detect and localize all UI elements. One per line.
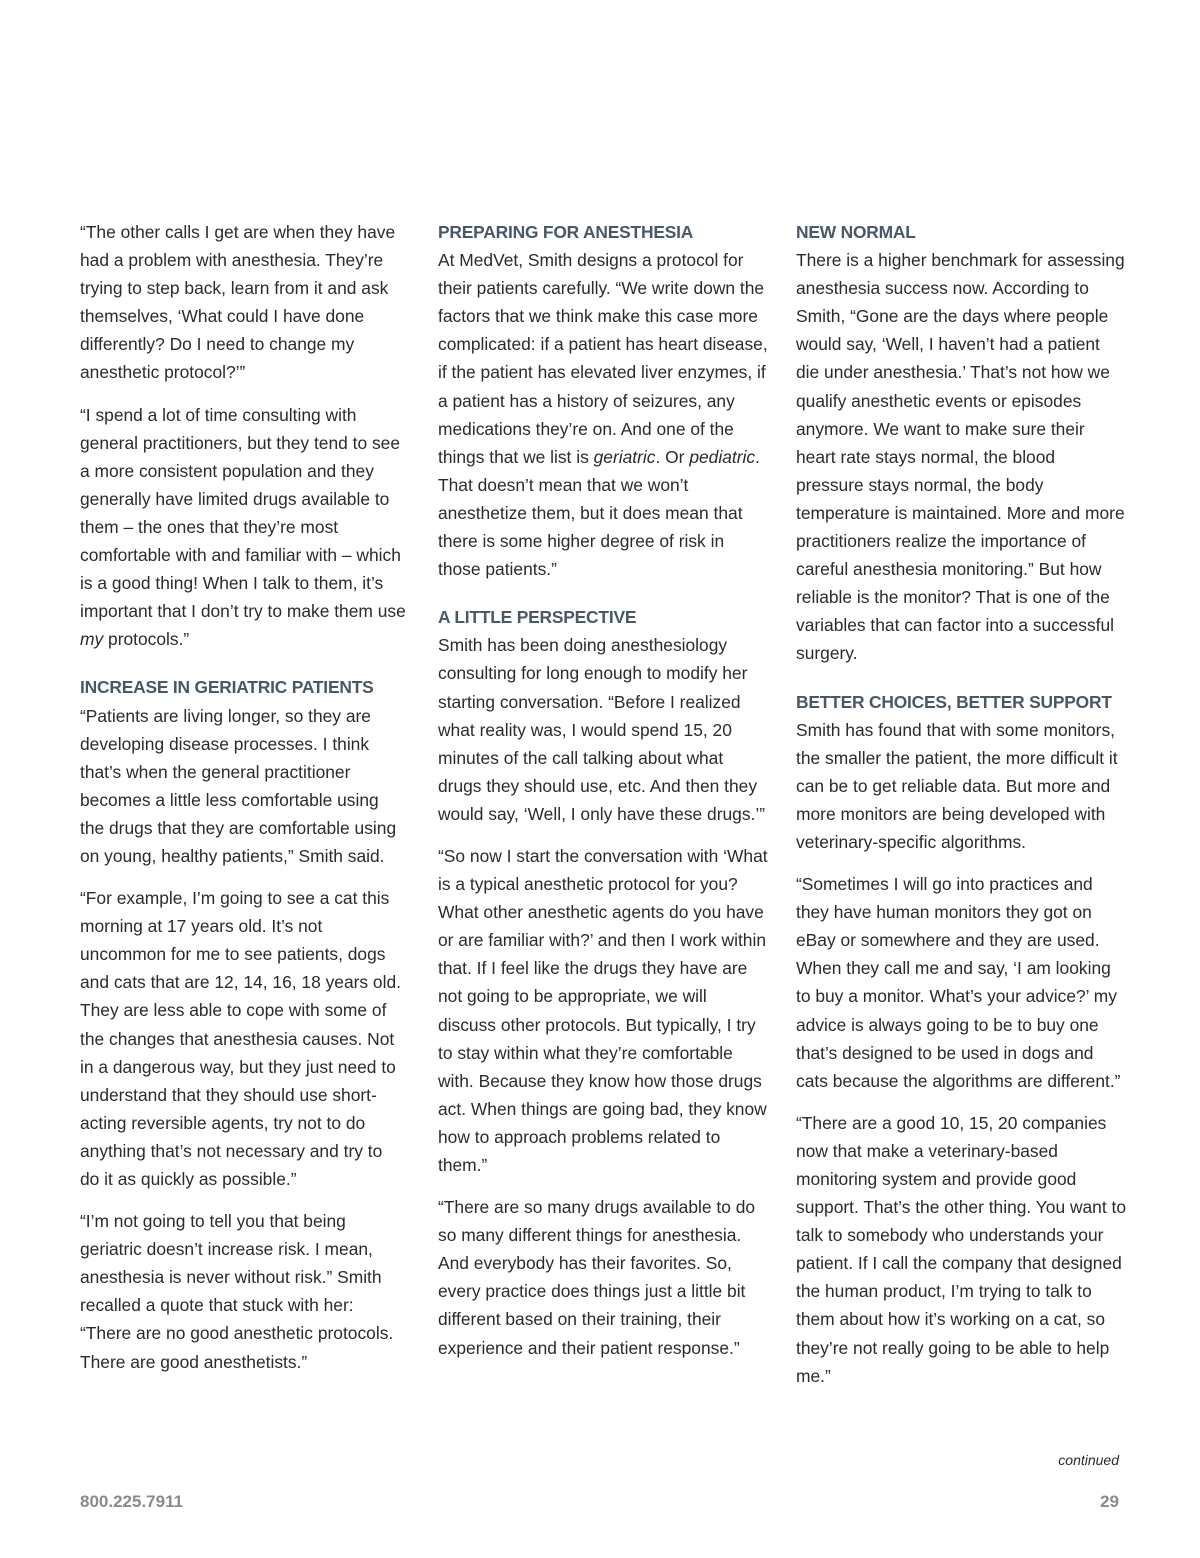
paragraph: “There are so many drugs available to do so many different things for anesthesia. And everybody has their favorites. So, every practice does things just a little bit different based on their training, their experience and their patient response.” xyxy=(438,1197,756,1358)
paragraph: Smith has been doing anesthesiology consulting for long enough to modify her starting conversation. “Before I realized what reality was, I would spend 15, 20 minutes of the call talking about what drugs they should use, etc. And then they would say, ‘Well, I only have these drugs.’” xyxy=(438,635,766,824)
paragraph: Smith has found that with some monitors, the smaller the patient, the more difficult it can be to get reliable data. But more and more monitors are being developed with veterinary-specific algorithms. xyxy=(796,719,1118,852)
paragraph: There is a higher benchmark for assessing anesthesia success now. According to Smith, “Gone are the days where people would say, ‘Well, I haven’t had a patient die under anesthesia.’ That’s not how we qualify anesthetic events or episodes anymore. We want to make sure their heart rate stays normal, the blood pressure stays normal, the body temperature is maintained. More and more practitioners realize the importance of careful anesthesia monitoring.” But how reliable is the monitor? That is one of the variables that can factor into a successful surgery. xyxy=(796,250,1125,664)
column-1 xyxy=(80,218,406,1390)
paragraph: “I spend a lot of time consulting with general practitioners, but they tend to see a more consistent population and they generally have limited drugs available to them – the ones that they’re most comfortable with and familiar with – which is a good thing! When I talk to them, it’s important that I don’t try to make them use my protocols.” xyxy=(80,404,406,650)
paragraph: “Sometimes I will go into practices and they have human monitors they got on eBay or somewhere and they are used. When they call me and say, ‘I am looking to buy a monitor. What’s your advice?’ my advice is always going to be to buy one that’s designed to be used in dogs and cats because the algorithms are different.” xyxy=(796,874,1121,1091)
section-heading-choices: BETTER CHOICES, BETTER SUPPORT xyxy=(796,691,1112,712)
paragraph: “The other calls I get are when they have had a problem with anesthesia. They’re trying to step back, learn from it and ask themselves, ‘What could I have done differently? Do I need to change my anesthetic protocol?’” xyxy=(80,222,396,383)
paragraph: “There are a good 10, 15, 20 companies now that make a veterinary-based monitoring system and provide good support. That’s the other thing. You want to talk to somebody who understands your patient. If I call the company that designed the human product, I’m trying to talk to them about how it’s working on a cat, so they’re not really going to be able to help me.” xyxy=(796,1112,1127,1386)
section-heading-perspective: A LITTLE PERSPECTIVE xyxy=(438,607,637,628)
section-heading-new-normal: NEW NORMAL xyxy=(796,222,916,242)
paragraph: “Patients are living longer, so they are developing disease processes. I think that’s when the general practitioner becomes a little less comfortable using the drugs that they are comfortable using on young, healthy patients,” Smith said. xyxy=(80,705,397,866)
section-heading-geriatric: INCREASE IN GERIATRIC PATIENTS xyxy=(80,677,374,698)
paragraph: “So now I start the conversation with ‘What is a typical anesthetic protocol for you? What other anesthetic agents do you have or are familiar with?’ and then I work within that. If I feel like the drugs they have are not going to be appropriate, we will discuss other protocols. But typically, I try to stay within what they’re comfortable with. Because they know how those drugs act. When things are going bad, they know how to approach problems related to them.” xyxy=(438,845,768,1175)
column-2 xyxy=(438,218,768,1376)
page-number: 29 xyxy=(1100,1492,1119,1511)
paragraph: “I’m not going to tell you that being geriatric doesn’t increase risk. I mean, anesthesia is never without risk.” Smith recalled a quote that stuck with her: “There are no good anesthetic protocols. There are good anesthetists.” xyxy=(80,1211,394,1372)
paragraph: At MedVet, Smith designs a protocol for their patients carefully. “We write down the factors that we think make this case more complicated: if a patient has heart disease, if the patient has elevated liver enzymes, if a patient has a history of seizures, any medications they’re on. And one of the things that we list is geriatric. Or pediatric. That doesn’t mean that we won’t anesthetize them, but it does mean that there is some higher degree of risk in those patients.” xyxy=(438,250,768,580)
continued-label: continued xyxy=(1058,1452,1119,1468)
footer-phone: 800.225.7911 xyxy=(80,1492,184,1511)
column-3 xyxy=(796,218,1126,1404)
paragraph: “For example, I’m going to see a cat this morning at 17 years old. It’s not uncommon for me to see patients, dogs and cats that are 12, 14, 16, 18 years old. They are less able to cope with some of the changes that anesthesia causes. Not in a dangerous way, but they just need to understand that they should use short-acting reversible agents, try not to do anything that’s not necessary and try to do it as quickly as possible.” xyxy=(80,888,401,1189)
section-heading-preparing: PREPARING FOR ANESTHESIA xyxy=(438,222,694,242)
